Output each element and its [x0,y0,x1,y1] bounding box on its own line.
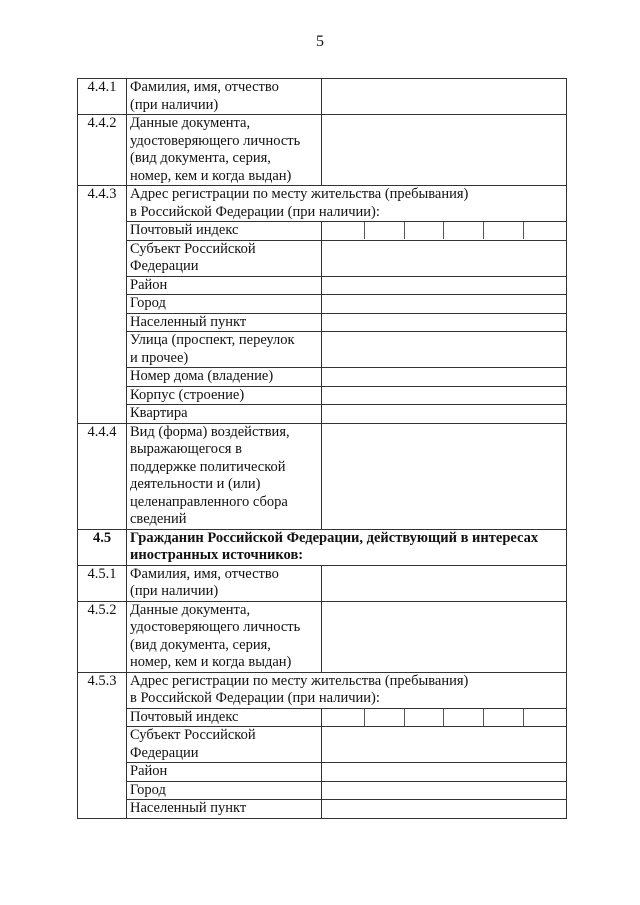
house-input[interactable] [322,368,567,387]
digit-box[interactable] [443,222,483,239]
table-row [78,186,567,222]
section-number: 4.5 [78,529,127,565]
district-input[interactable] [322,763,567,782]
table-row [78,222,567,241]
district-input[interactable] [322,276,567,295]
table-row [78,386,567,405]
label-line: Данные документа, [130,601,251,618]
label-line: Адрес регистрации по месту жительства (пребывания) [130,672,469,689]
id-document-input[interactable] [322,601,567,672]
label-line: Адрес регистрации по месту жительства (пребывания) [130,186,469,202]
label-line: Вид (форма) воздействия, [130,423,290,440]
full-name-input[interactable] [322,79,567,115]
item-number: 4.4.1 [78,79,127,115]
digit-box[interactable] [443,709,483,726]
item-number: 4.5.3 [78,672,127,818]
section-header-row [78,529,567,565]
table-row [78,763,567,782]
postal-code-input[interactable] [322,222,567,241]
table-row [78,727,567,763]
table-row [78,240,567,276]
label-line: (вид документа, серия, [130,150,271,166]
item-label [127,115,322,186]
item-label [127,601,322,672]
table-row [78,276,567,295]
city-label: Город [127,781,322,800]
item-number: 4.5.1 [78,565,127,601]
item-label [127,186,567,222]
label-line: Субъект Российской [130,240,256,257]
table-row [78,368,567,387]
item-label [127,672,567,708]
digit-box[interactable] [483,222,523,239]
subject-input[interactable] [322,727,567,763]
item-label [127,423,322,529]
postal-code-label: Почтовый индекс [127,708,322,727]
table-row [78,79,567,115]
city-label: Город [127,295,322,314]
table-row [78,423,567,529]
table-row [78,115,567,186]
label-line: иностранных источников: [130,547,304,563]
table-row [78,672,567,708]
postal-code-input[interactable] [322,708,567,727]
digit-box[interactable] [404,222,444,239]
digit-box[interactable] [483,709,523,726]
street-input[interactable] [322,332,567,368]
label-line: Субъект Российской [130,727,256,743]
id-document-input[interactable] [322,115,567,186]
table-row [78,313,567,332]
subject-input[interactable] [322,240,567,276]
table-row [78,405,567,424]
influence-form-input[interactable] [322,423,567,529]
item-number: 4.4.2 [78,115,127,186]
digit-box[interactable] [364,222,404,239]
digit-box[interactable] [523,222,563,239]
label-line: Федерации [130,744,199,761]
label-line: и прочее) [130,349,189,366]
district-label: Район [127,276,322,295]
label-line: целенаправленного сбора [130,493,288,510]
label-line: (при наличии) [130,583,219,599]
label-line: удостоверяющего личность [130,619,301,635]
label-line: поддержке политической [130,458,286,475]
district-label: Район [127,763,322,782]
locality-label: Населенный пункт [127,313,322,332]
locality-input[interactable] [322,800,567,819]
digit-box[interactable] [325,709,364,726]
building-input[interactable] [322,386,567,405]
item-label [127,565,322,601]
table-row [78,565,567,601]
city-input[interactable] [322,781,567,800]
house-label: Номер дома (владение) [127,368,322,387]
city-input[interactable] [322,295,567,314]
label-line: Улица (проспект, переулок [130,332,295,348]
label-line: Фамилия, имя, отчество [130,565,279,582]
section-title [127,529,567,565]
label-line: в Российской Федерации (при наличии): [130,203,380,220]
apartment-input[interactable] [322,405,567,424]
item-number: 4.5.2 [78,601,127,672]
label-line: Фамилия, имя, отчество [130,79,279,95]
item-label [127,79,322,115]
label-line: Федерации [130,258,199,274]
digit-box[interactable] [325,222,364,239]
digit-box[interactable] [523,709,563,726]
item-number: 4.4.4 [78,423,127,529]
label-line: удостоверяющего личность [130,132,301,149]
label-line: в Российской Федерации (при наличии): [130,690,380,706]
apartment-label: Квартира [127,405,322,424]
locality-input[interactable] [322,313,567,332]
subject-label [127,240,322,276]
form-table [77,78,567,819]
locality-label: Населенный пункт [127,800,322,819]
table-row [78,800,567,819]
digit-box[interactable] [364,709,404,726]
table-row [78,708,567,727]
table-row [78,332,567,368]
street-label [127,332,322,368]
page-number: 5 [316,33,324,50]
label-line: (вид документа, серия, [130,636,271,653]
label-line: деятельности и (или) [130,476,261,492]
label-line: номер, кем и когда выдан) [130,654,292,670]
label-line: Данные документа, [130,115,251,131]
full-name-input[interactable] [322,565,567,601]
label-line: Гражданин Российской Федерации, действующий в интересах [130,529,539,546]
label-line: номер, кем и когда выдан) [130,167,292,184]
postal-code-label: Почтовый индекс [127,222,322,241]
label-line: сведений [130,511,187,527]
building-label: Корпус (строение) [127,386,322,405]
item-number: 4.4.3 [78,186,127,424]
table-row [78,781,567,800]
table-row [78,295,567,314]
table-row [78,601,567,672]
digit-box[interactable] [404,709,444,726]
subject-label [127,727,322,763]
label-line: (при наличии) [130,96,219,113]
label-line: выражающегося в [130,441,242,457]
